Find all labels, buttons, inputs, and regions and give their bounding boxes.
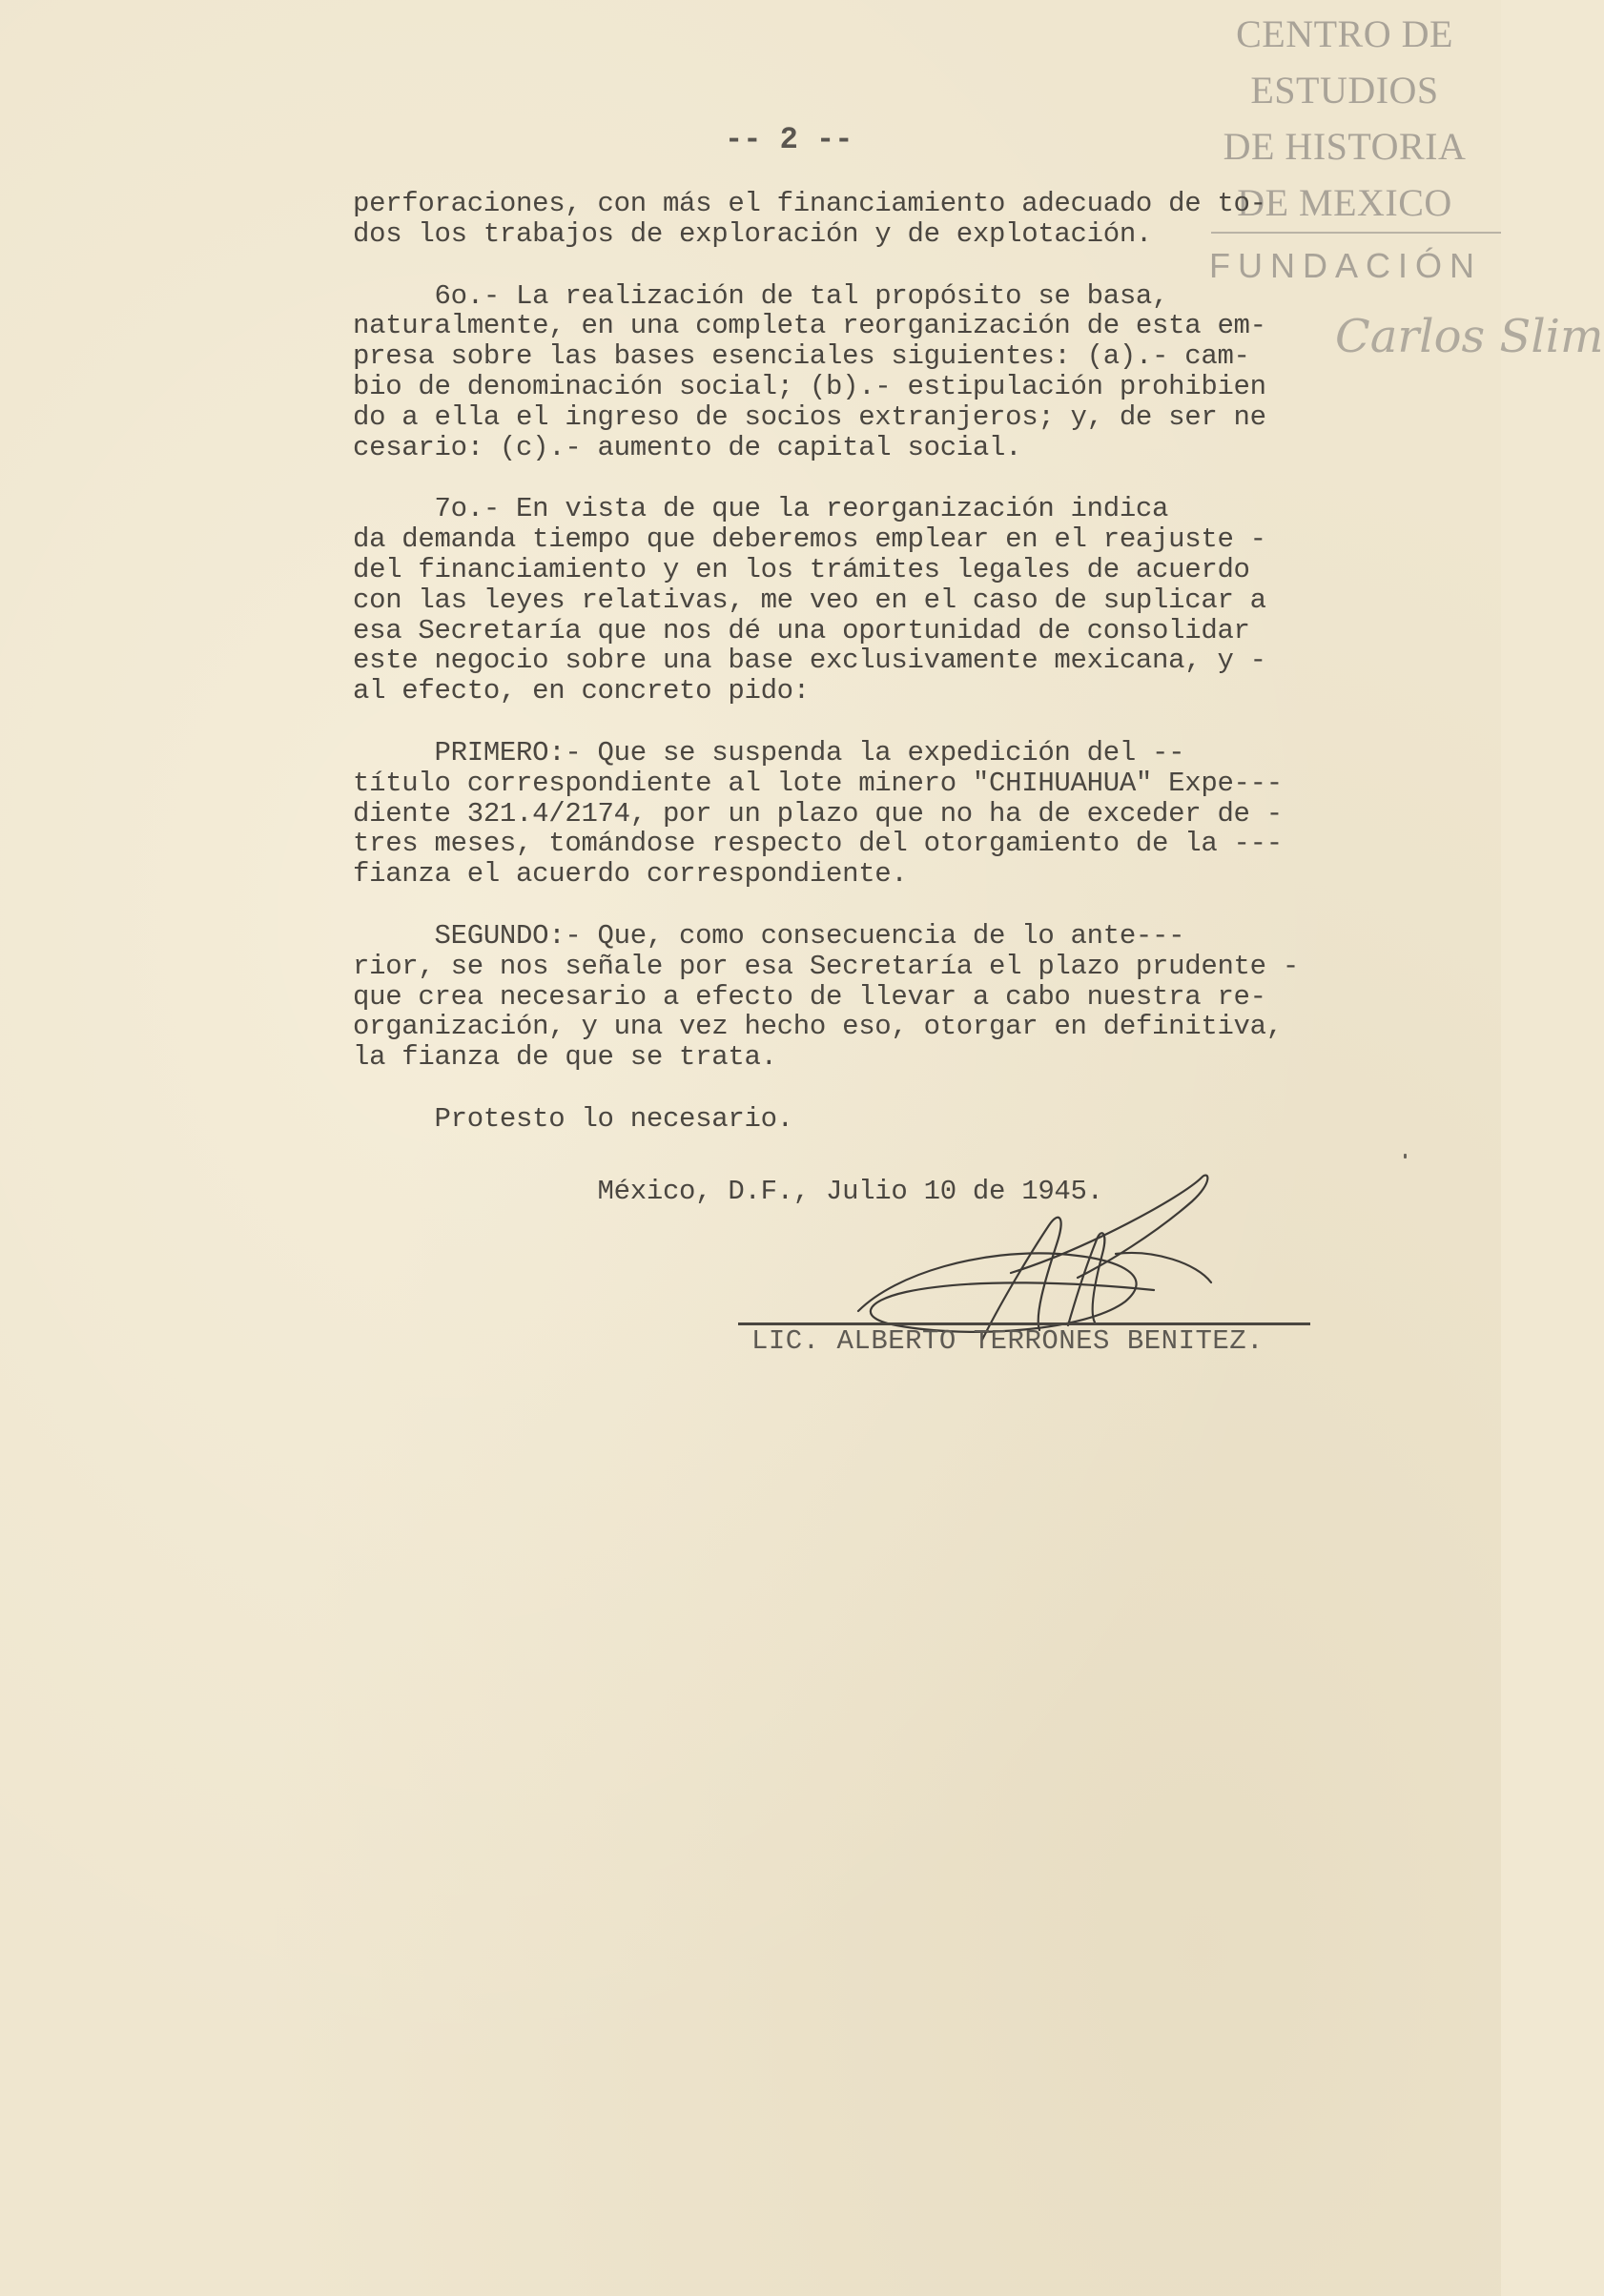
text-line: da demanda tiempo que deberemos emplear en el reajuste - bbox=[353, 523, 1266, 556]
paragraph-6 bbox=[353, 281, 1392, 463]
text-line: cesario: (c).- aumento de capital social. bbox=[353, 431, 1022, 463]
text-line: presa sobre las bases esenciales siguientes: (a).- cam- bbox=[353, 340, 1250, 373]
watermark-line: ESTUDIOS bbox=[1250, 69, 1439, 112]
text-line: 7o.- En vista de que la reorganización indica bbox=[353, 493, 1169, 525]
text-line: fianza el acuerdo correspondiente. bbox=[353, 858, 908, 891]
text-line: este negocio sobre una base exclusivamente mexicana, y - bbox=[353, 645, 1266, 677]
text-line: del financiamiento y en los trámites legales de acuerdo bbox=[353, 553, 1250, 585]
paragraph-primero bbox=[353, 738, 1392, 890]
text-line: que crea necesario a efecto de llevar a cabo nuestra re- bbox=[353, 980, 1266, 1013]
text-line: PRIMERO:- Que se suspenda la expedición del -- bbox=[353, 736, 1185, 769]
watermark-script-logo: Carlos Slim bbox=[1335, 310, 1604, 363]
text-line: perforaciones, con más el financiamiento adecuado de to- bbox=[353, 188, 1266, 219]
text-line: título correspondiente al lote minero "CHIHUAHUA" Expe--- bbox=[353, 767, 1283, 799]
text-line: esa Secretaría que nos dé una oportunidad de consolidar bbox=[353, 614, 1250, 646]
text-line: dos los trabajos de exploración y de explotación. bbox=[353, 217, 1153, 250]
paragraph-7 bbox=[353, 494, 1392, 707]
text-line: al efecto, en concreto pido: bbox=[353, 675, 810, 707]
text-line: con las leyes relativas, me veo en el caso de suplicar a bbox=[353, 584, 1266, 616]
text-line: SEGUNDO:- Que, como consecuencia de lo ante--- bbox=[353, 919, 1185, 952]
watermark-line: CENTRO DE bbox=[1236, 12, 1453, 55]
watermark-line: DE MEXICO bbox=[1237, 181, 1452, 224]
closing-protesto: Protesto lo necesario. bbox=[353, 1102, 793, 1135]
watermark-line: DE HISTORIA bbox=[1223, 125, 1467, 168]
paragraph-segundo bbox=[353, 921, 1392, 1073]
signatory-name: LIC. ALBERTO TERRONES BENITEZ. bbox=[751, 1325, 1265, 1357]
letter-body bbox=[353, 189, 1392, 1249]
closing-date: México, D.F., Julio 10 de 1945. bbox=[353, 1175, 1103, 1207]
text-line: tres meses, tomándose respecto del otorgamiento de la --- bbox=[353, 828, 1283, 860]
text-line: naturalmente, en una completa reorganización de esta em- bbox=[353, 310, 1266, 342]
text-line: 6o.- La realización de tal propósito se basa, bbox=[353, 279, 1169, 312]
text-line: la fianza de que se trata. bbox=[353, 1041, 777, 1074]
text-line: bio de denominación social; (b).- estipulación prohibien bbox=[353, 370, 1266, 402]
text-line: diente 321.4/2174, por un plazo que no ha de exceder de - bbox=[353, 797, 1283, 830]
page-number: -- 2 -- bbox=[725, 122, 853, 157]
text-line: do a ella el ingreso de socios extranjeros; y, de ser ne bbox=[353, 400, 1266, 433]
watermark-fundacion: FUNDACIÓN bbox=[1209, 246, 1482, 285]
paper-mark bbox=[1404, 1154, 1407, 1158]
text-line: rior, se nos señale por esa Secretaría el plazo prudente - bbox=[353, 950, 1299, 982]
text-line: organización, y una vez hecho eso, otorgar en definitiva, bbox=[353, 1011, 1283, 1043]
paragraph-continuation bbox=[353, 189, 1392, 250]
